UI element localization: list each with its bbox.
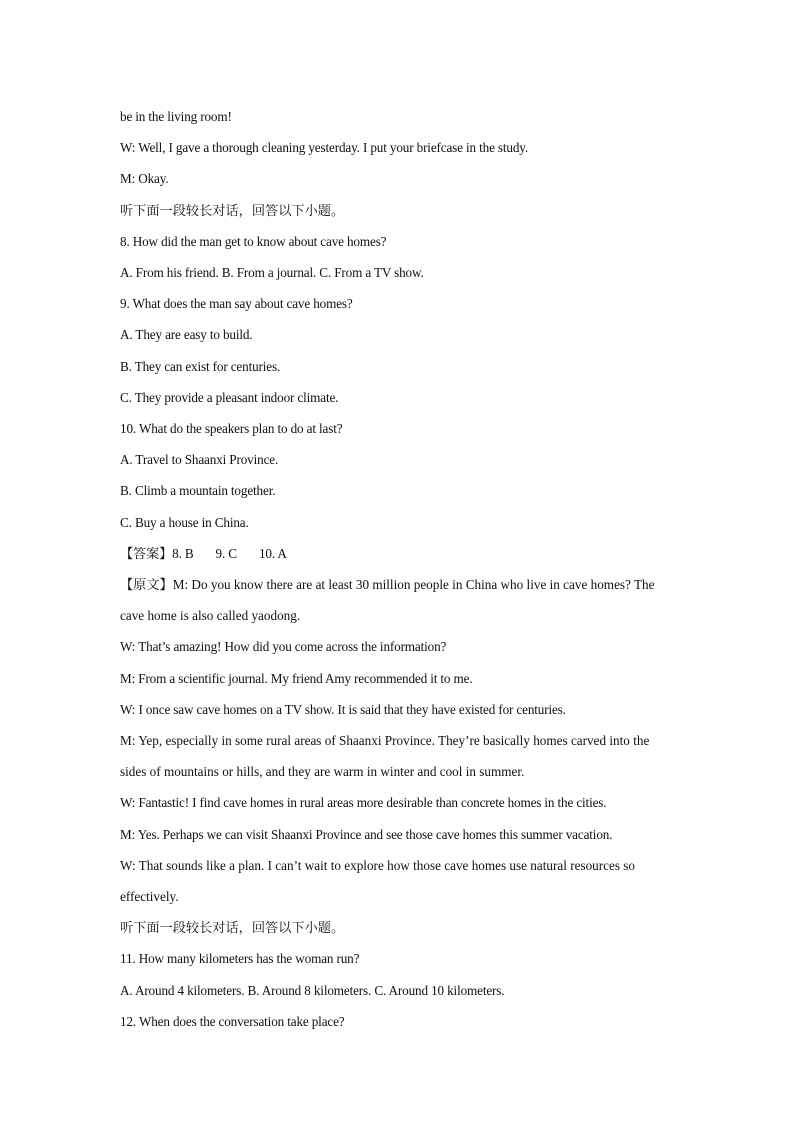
dialogue-line: M: Okay. — [120, 171, 169, 187]
transcript-line: W: That’s amazing! How did you come across the information? — [120, 639, 447, 655]
answer-item: 9. C — [215, 545, 237, 561]
question-11-options: A. Around 4 kilometers. B. Around 8 kilometers. C. Around 10 kilometers. — [120, 982, 505, 998]
question-11: 11. How many kilometers has the woman run? — [120, 951, 360, 967]
question-9-option-c: C. They provide a pleasant indoor climate. — [120, 389, 339, 405]
dialogue-line: be in the living room! — [120, 109, 232, 124]
question-12: 12. When does the conversation take place? — [120, 1013, 345, 1029]
document-body — [120, 101, 676, 1037]
question-10: 10. What do the speakers plan to do at last? — [120, 421, 343, 437]
transcript-line: M: From a scientific journal. My friend Amy recommended it to me. — [120, 670, 473, 686]
transcript-label: 【原文】 — [120, 577, 173, 593]
question-8: 8. How did the man get to know about cave homes? — [120, 233, 387, 249]
question-8-options: A. From his friend. B. From a journal. C. From a TV show. — [120, 265, 424, 281]
question-10-option-c: C. Buy a house in China. — [120, 514, 249, 530]
transcript-line: M: Yep, especially in some rural areas of Shaanxi Province. They’re basically homes carved into the sides of mountains or hills, and they are warm in winter and cool in summer. — [120, 733, 650, 780]
transcript-line: W: That sounds like a plan. I can’t wait to explore how those cave homes use natural resources so effectively. — [120, 857, 636, 905]
question-9-option-b: B. They can exist for centuries. — [120, 358, 281, 374]
transcript-line: W: I once saw cave homes on a TV show. It is said that they have existed for centuries. — [120, 701, 566, 717]
answer-item: 10. A — [258, 545, 287, 561]
transcript-line: W: Fantastic! I find cave homes in rural areas more desirable than concrete homes in the cities. — [120, 795, 607, 811]
answer-label: 【答案】 — [120, 545, 173, 561]
answer-item: 8. B — [172, 545, 194, 561]
section-instruction: 听下面一段较长对话，回答以下小题。 — [120, 920, 345, 936]
transcript-text: M: Do you know there are at least 30 million people in China who live in cave homes? The cave home is also called yaodong. — [120, 577, 655, 624]
transcript-first — [120, 569, 676, 631]
question-9: 9. What does the man say about cave homes? — [120, 296, 353, 312]
answer-key — [120, 538, 676, 569]
transcript-line: M: Yes. Perhaps we can visit Shaanxi Province and see those cave homes this summer vacation. — [120, 826, 613, 842]
question-10-option-b: B. Climb a mountain together. — [120, 483, 276, 499]
question-10-option-a: A. Travel to Shaanxi Province. — [120, 452, 279, 468]
section-instruction: 听下面一段较长对话，回答以下小题。 — [120, 202, 345, 218]
question-9-option-a: A. They are easy to build. — [120, 327, 253, 343]
dialogue-line: W: Well, I gave a thorough cleaning yesterday. I put your briefcase in the study. — [120, 140, 529, 156]
